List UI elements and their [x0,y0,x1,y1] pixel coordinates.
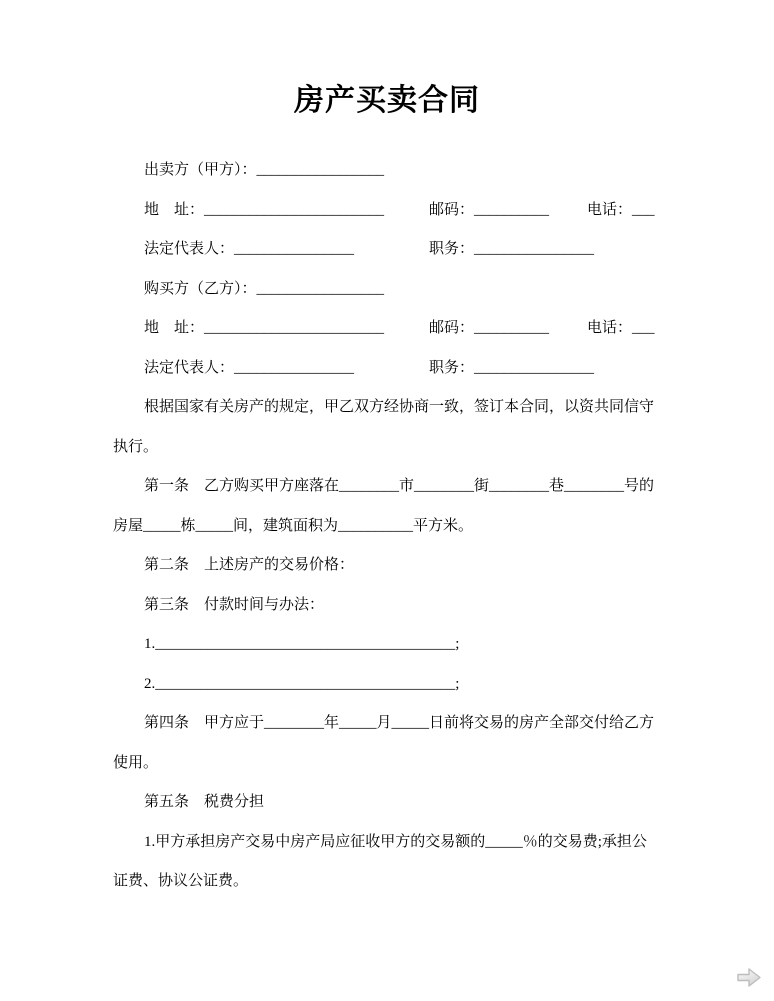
clause-5-item-1-line-1: 1.甲方承担房产交易中房产局应征收甲方的交易额的_____％的交易费;承担公 [144,833,647,850]
clause-5-item-1-line-2: 证费、协议公证费。 [113,873,249,889]
clause-1-line-2: 房屋_____栋_____间，建筑面积为__________平方米。 [113,517,474,534]
party-b-phone-blank[interactable]: ___ [632,320,655,336]
party-b-postcode-label: 邮码： [429,320,475,336]
party-b-representative-row [113,349,668,389]
party-a-postcode-cell [429,191,587,231]
party-b-phone-label: 电话： [587,320,633,336]
party-b-duty-blank[interactable]: ________________ [474,359,595,376]
party-b-postcode-cell [429,309,587,349]
party-a-rep-label: 法定代表人： [144,241,235,257]
party-a-representative-row [113,230,668,270]
party-a-rep-cell [144,230,429,270]
party-b-address-label: 地 址： [144,320,205,336]
party-b-rep-cell [144,349,429,389]
party-b-name-blank[interactable]: _________________ [256,280,385,297]
page-title: 房产买卖合同 [294,84,480,117]
page-forward-arrow-icon[interactable] [735,965,763,990]
clause-2-heading: 第二条 上述房产的交易价格： [144,557,355,573]
party-b-postcode-blank[interactable]: __________ [474,320,550,336]
clause-3-item-2[interactable]: 2.________________________________________; [144,675,460,692]
clause-4-line-2: 使用。 [113,754,159,771]
clause-5-heading: 第五条 税费分担 [144,794,265,810]
party-b-address-row [113,309,668,349]
party-b-name-row [113,270,668,310]
clause-4-line-1: 第四条 甲方应于________年_____月_____日前将交易的房产全部交付给乙方 [144,715,655,731]
party-b-rep-label: 法定代表人： [144,359,235,376]
party-a-address-blank[interactable]: ________________________ [204,201,385,218]
party-a-name-label: 出卖方（甲方）： [144,162,257,178]
party-a-phone-cell [587,191,655,231]
party-a-name-blank[interactable]: _________________ [256,162,385,178]
party-a-postcode-blank[interactable]: __________ [474,201,550,218]
party-a-postcode-label: 邮码： [429,201,475,218]
party-a-duty-label: 职务： [429,241,475,257]
contract-body [0,151,774,902]
party-b-duty-label: 职务： [429,359,475,376]
party-a-address-label: 地 址： [144,201,205,218]
party-a-name-row [113,151,668,191]
party-a-duty-cell [429,230,594,270]
preamble-line-1: 根据国家有关房产的规定，甲乙双方经协商一致，签订本合同，以资共同信守 [144,399,655,415]
clause-1-line-1: 第一条 乙方购买甲方座落在________市________街________巷________号的 [144,478,655,494]
party-a-phone-label: 电话： [587,201,633,218]
party-a-address-row [113,191,668,231]
party-b-duty-cell [429,349,594,389]
party-b-name-label: 购买方（乙方）： [144,280,257,297]
party-b-phone-cell [587,309,655,349]
party-a-phone-blank[interactable]: ___ [632,201,655,218]
party-b-address-cell [144,309,429,349]
clause-3-heading: 第三条 付款时间与办法： [144,596,325,613]
party-b-rep-blank[interactable]: ________________ [234,359,355,376]
clause-3-item-1[interactable]: 1.________________________________________; [144,636,460,652]
party-a-rep-blank[interactable]: ________________ [234,241,355,257]
party-b-address-blank[interactable]: ________________________ [204,320,385,336]
party-a-duty-blank[interactable]: ________________ [474,241,595,257]
party-a-address-cell [144,191,429,231]
preamble-line-2: 执行。 [113,438,159,455]
